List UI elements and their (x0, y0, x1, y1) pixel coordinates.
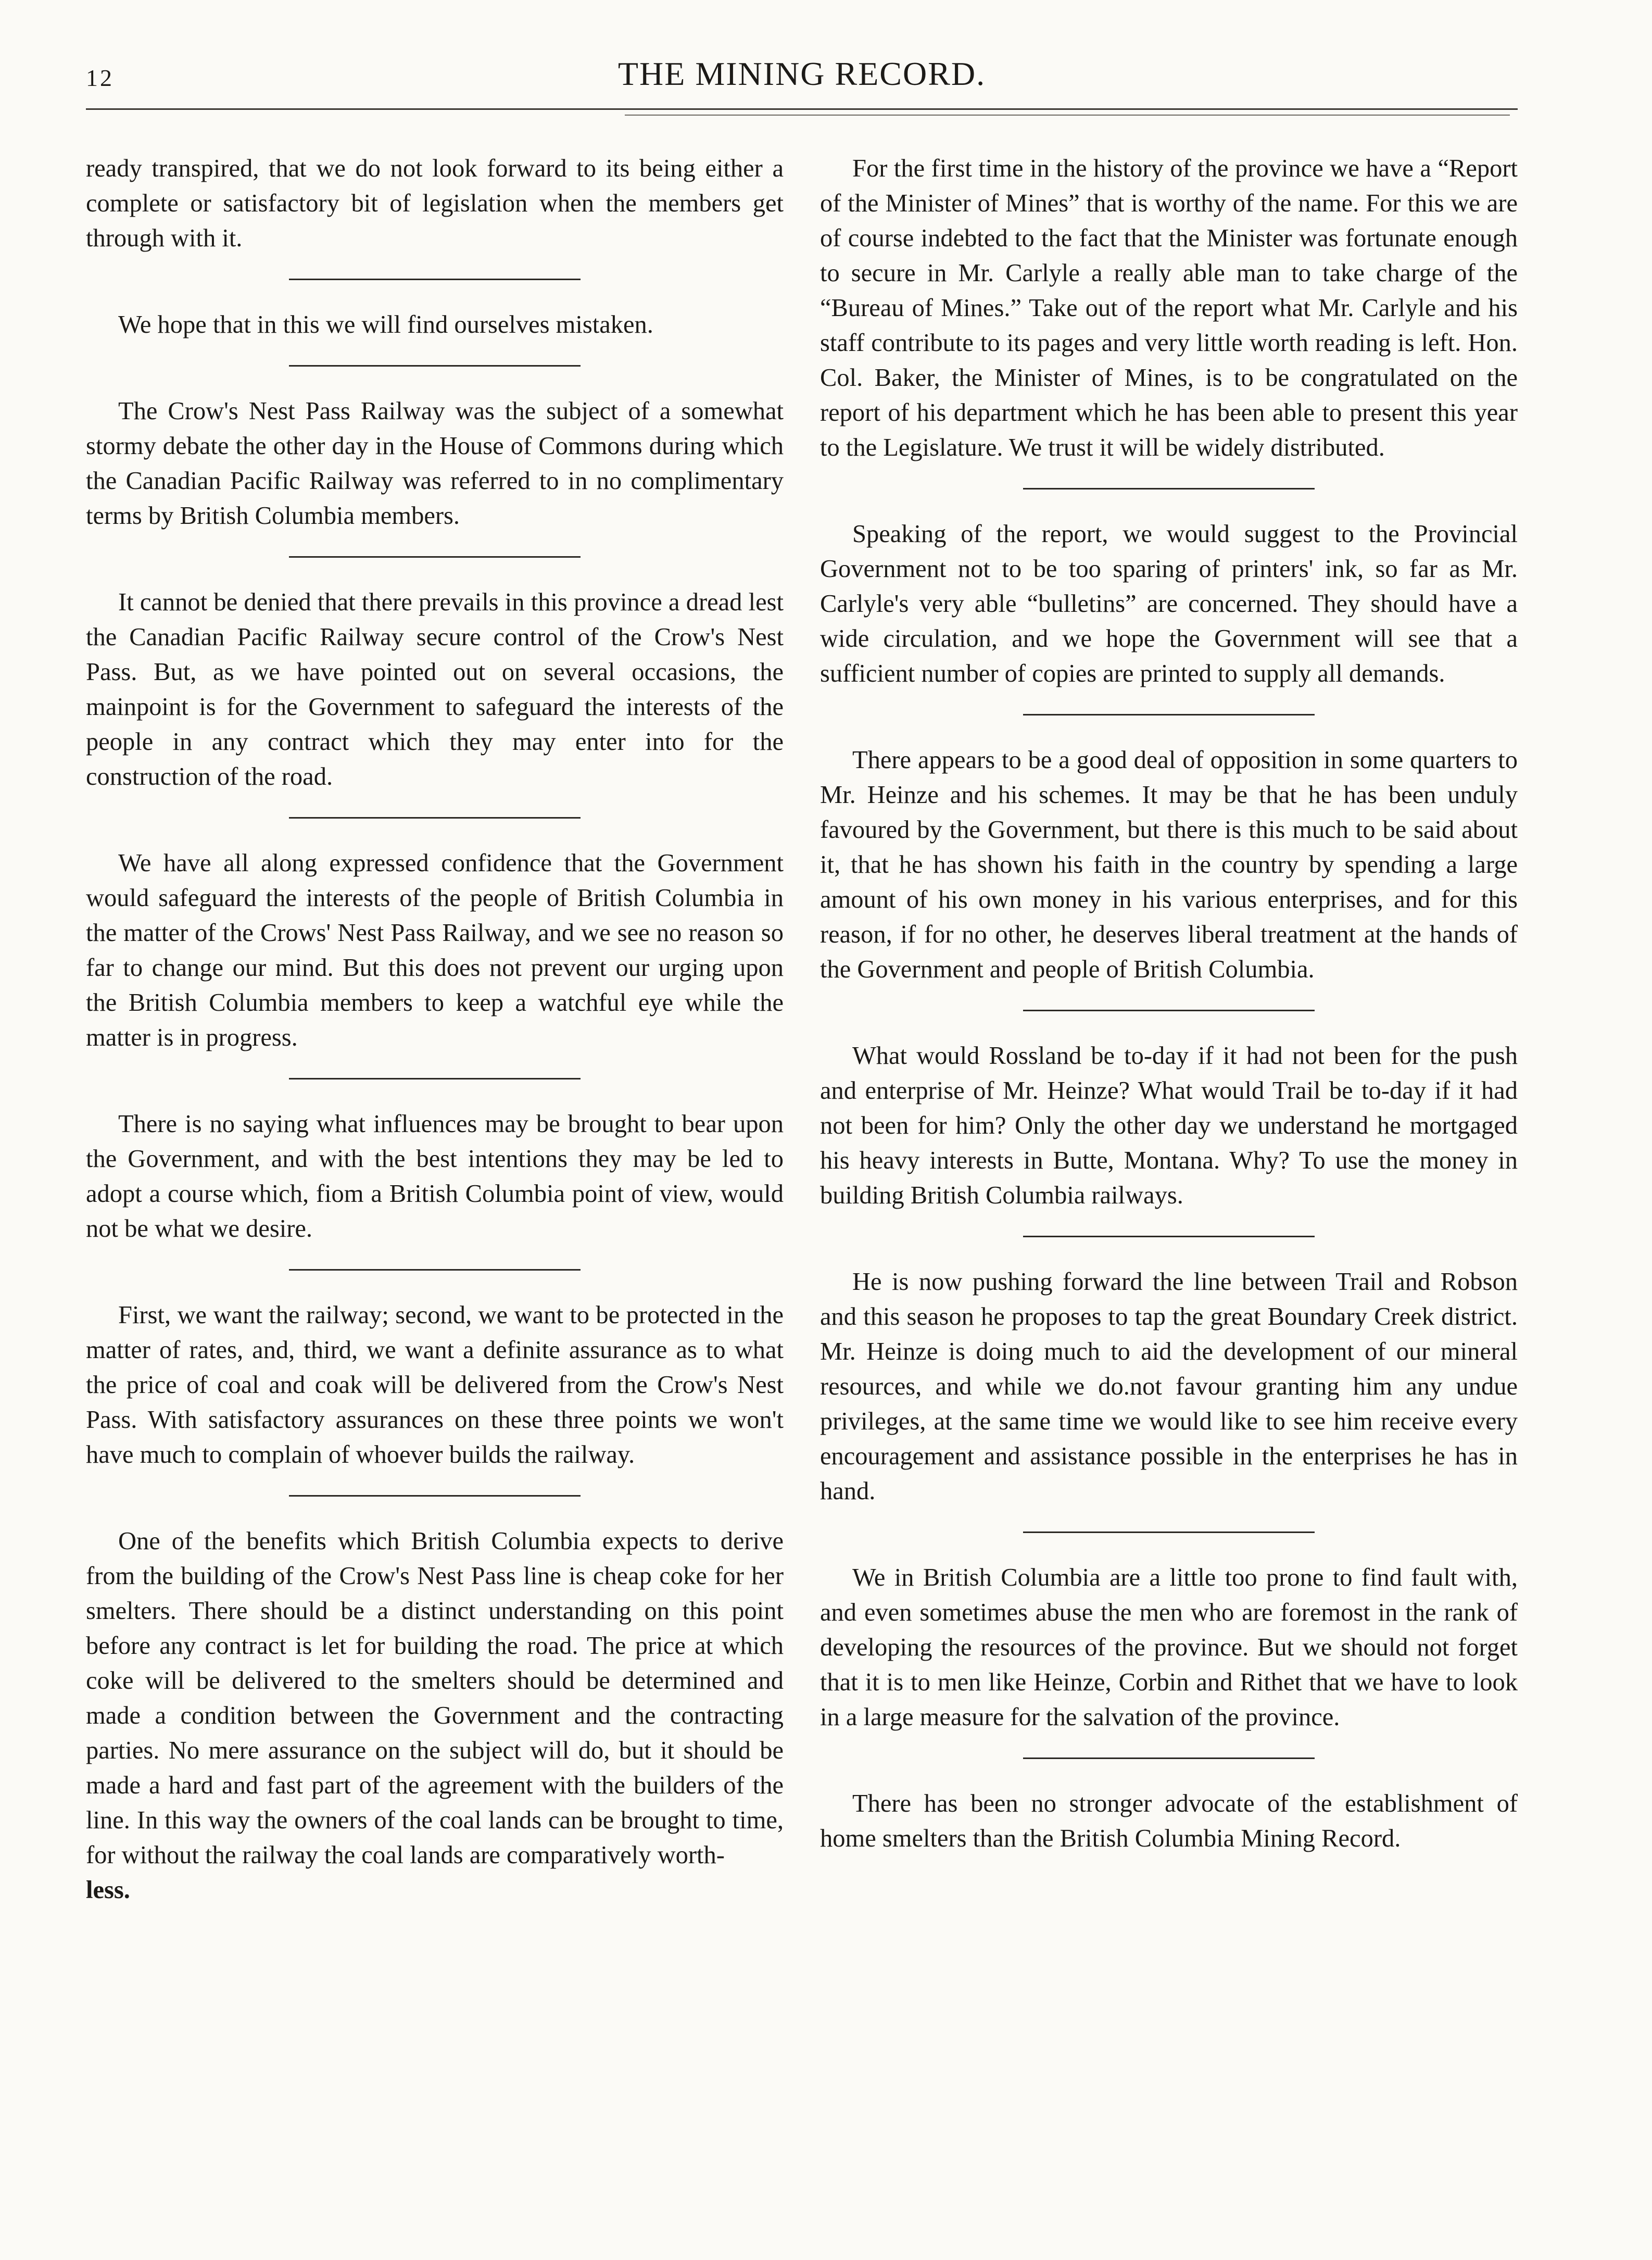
section-divider (289, 817, 581, 819)
article-paragraph: It cannot be denied that there prevails in this province a dread lest the Canadian Pacific Railway secure control of the Crow's Nest Pass. But, as we have pointed out on several occasions, the mainpoint is for the Government to safeguard the interests of the people in any contract which they may enter into for the construction of the road. (86, 588, 784, 790)
article-paragraph: We hope that in this we will find ourselves mistaken. (118, 311, 653, 338)
section-divider (289, 279, 581, 280)
article-paragraph: There appears to be a good deal of opposition in some quarters to Mr. Heinze and his schemes. It may be that he has been unduly favoured by the Government, but there is this much to be said about it, that he has shown his faith in the country by spending a large amount of his own money in his various enterprises, and for this reason, if for no other, he deserves liberal treatment at the hands of the Government and people of British Columbia. (820, 746, 1518, 983)
article-paragraph: The Crow's Nest Pass Railway was the subject of a somewhat stormy debate the other day in the House of Commons during which the Canadian Pacific Railway was referred to in no complimentary terms by British Columbia members. (86, 397, 784, 530)
article-paragraph: Speaking of the report, we would suggest to the Provincial Government not to be too sparing of printers' ink, so far as Mr. Carlyle's very able “bulletins” are concerned. They should have a wide circulation, and we hope the Government will see that a sufficient number of copies are printed to supply all demands. (820, 520, 1518, 687)
article-paragraph: One of the benefits which British Columbia expects to derive from the building of the Crow's Nest Pass line is cheap coke for her smelters. There should be a distinct understanding on this point before any contract is let for building the road. The price at which coke will be delivered to the smelters should be determined and made a condition between the Government and the contracting parties. No mere assurance on the subject will do, but it should be made a hard and fast part of the agreement with the builders of the line. In this way the owners of the coal lands can be brought to time, for without the railway the coal lands are comparatively worth- (86, 1527, 784, 1869)
section-divider (1023, 1236, 1315, 1237)
right-column (820, 151, 1518, 1856)
section-divider (1023, 1531, 1315, 1533)
article-paragraph: There has been no stronger advocate of the establishment of home smelters than the British Columbia Mining Record. (820, 1790, 1518, 1852)
page-number: 12 (86, 65, 114, 91)
section-divider (289, 556, 581, 558)
left-column (86, 151, 784, 1907)
article-paragraph: He is now pushing forward the line between Trail and Robson and this season he proposes to tap the great Boundary Creek district. Mr. Heinze is doing much to aid the development of our mineral resources, and while we do.not favour granting him any undue privileges, at the same time we would like to see him receive every encouragement and assistance possible in the enterprises he has in hand. (820, 1268, 1518, 1505)
article-paragraph: There is no saying what influences may be brought to bear upon the Government, and with the best intentions they may be led to adopt a course which, fiom a British Columbia point of view, would not be what we desire. (86, 1110, 784, 1242)
section-divider (289, 365, 581, 367)
article-paragraph: We in British Columbia are a little too prone to find fault with, and even sometimes abuse the men who are foremost in the rank of developing the resources of the province. But we should not forget that it is to men like Heinze, Corbin and Rithet that we have to look in a large measure for the salvation of the province. (820, 1564, 1518, 1731)
article-paragraph-end: less. (86, 1876, 130, 1904)
article-paragraph: What would Rossland be to-day if it had not been for the push and enterprise of Mr. Heinze? What would Trail be to-day if it had not been for him? Only the other day we understand he mortgaged his heavy interests in Butte, Montana. Why? To use the money in building British Columbia railways. (820, 1042, 1518, 1209)
article-paragraph: ready transpired, that we do not look forward to its being either a complete or satisfactory bit of legislation when the members get through with it. (86, 155, 784, 252)
section-divider (289, 1269, 581, 1271)
page-header (86, 55, 1518, 102)
running-title: THE MINING RECORD. (617, 55, 986, 92)
section-divider (1023, 714, 1315, 715)
header-rule (86, 108, 1518, 110)
section-divider (1023, 1757, 1315, 1759)
section-divider (1023, 1010, 1315, 1011)
section-divider (289, 1078, 581, 1079)
section-divider (1023, 488, 1315, 489)
header-rule-secondary (625, 115, 1510, 116)
article-paragraph: We have all along expressed confidence that the Government would safeguard the interests of the people of British Columbia in the matter of the Crows' Nest Pass Railway, and we see no reason so far to change our mind. But this does not prevent our urging upon the British Columbia members to keep a watchful eye while the matter is in progress. (86, 849, 784, 1051)
article-paragraph: For the first time in the history of the province we have a “Report of the Minister of Mines” that is worthy of the name. For this we are of course indebted to the fact that the Minister was fortunate enough to secure in Mr. Carlyle a really able man to take charge of the “Bureau of Mines.” Take out of the report what Mr. Carlyle and his staff contribute to its pages and very little worth reading is left. Hon. Col. Baker, the Minister of Mines, is to be congratulated on the report of his department which he has been able to present this year to the Legislature. We trust it will be widely distributed. (820, 155, 1518, 461)
article-paragraph: First, we want the railway; second, we want to be protected in the matter of rates, and, third, we want a definite assurance as to what the price of coal and coak will be delivered from the Crow's Nest Pass. With satisfactory assurances on these three points we won't have much to complain of whoever builds the railway. (86, 1301, 784, 1468)
section-divider (289, 1495, 581, 1497)
